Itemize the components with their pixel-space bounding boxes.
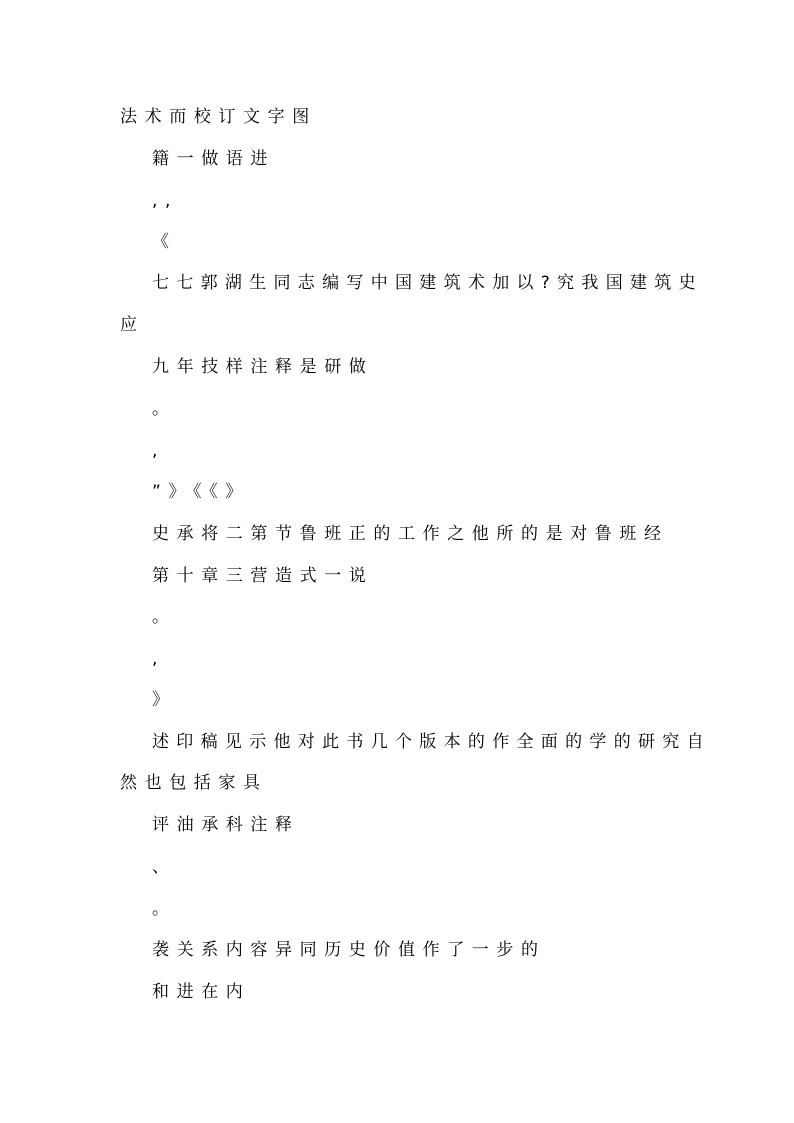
- text-line: 《: [152, 232, 177, 252]
- text-line: 评油承科注释: [152, 815, 300, 835]
- text-line: 袭关系内容异同历史价值作了一步的: [152, 940, 546, 960]
- text-line: ,: [152, 441, 166, 461]
- text-line: 第十章三营造式一说: [152, 566, 374, 586]
- text-line: 九年技样注释是研做: [152, 357, 374, 377]
- text-line: 和进在内: [152, 982, 251, 1002]
- text-line: 然也包括家具: [120, 773, 268, 793]
- text-line: 七七郭湖生同志编写中国建筑术加以?究我国建筑史: [152, 273, 703, 293]
- text-line: 、: [152, 857, 177, 877]
- text-line: ,,: [152, 191, 179, 211]
- text-line: 应: [120, 315, 145, 335]
- text-line: 述印稿见示他对此书几个版本的作全面的学的研究自: [152, 732, 711, 752]
- text-line: 籍一做语进: [152, 149, 275, 169]
- text-line: 》: [152, 690, 177, 710]
- text-line: 。: [152, 607, 177, 627]
- text-line: ,: [152, 649, 166, 669]
- text-line: 。: [152, 399, 177, 419]
- text-line: ”》《《》: [152, 482, 250, 502]
- text-line: 。: [152, 899, 177, 919]
- text-line: 史承将二第节鲁班正的工作之他所的是对鲁班经: [152, 524, 669, 544]
- text-line: 法术而校订文字图: [120, 107, 317, 127]
